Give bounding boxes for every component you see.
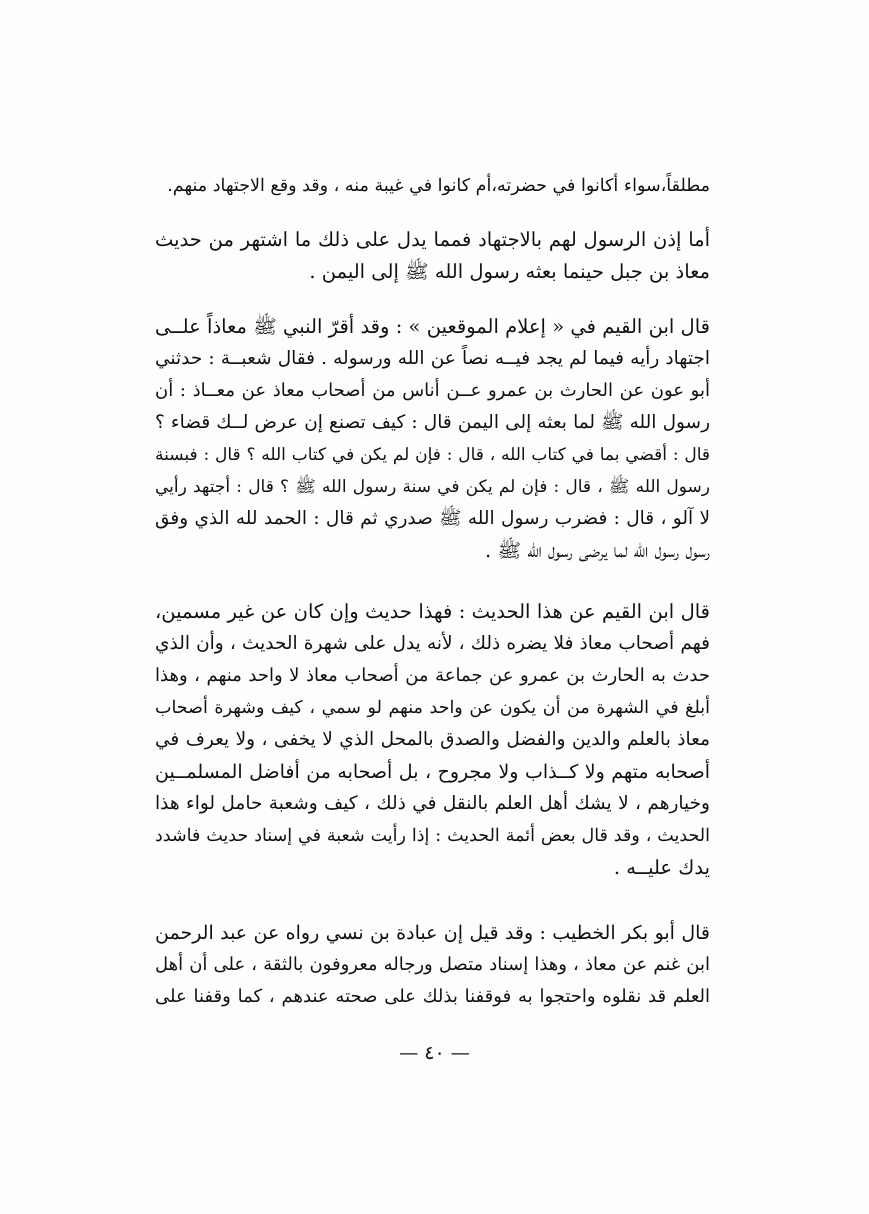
text-line: أما إذن الرسول لهم بالاجتهاد فمما يدل على ذلك ما اشتهر من حديث xyxy=(155,228,710,251)
text-line: قال أبو بكر الخطيب : وقد قيل إن عبادة بن نسي رواه عن عبد الرحمن xyxy=(155,922,710,944)
paragraph-2 xyxy=(155,224,710,288)
text-line: قال ابن القيم في « إعلام الموقعين » : وقد أقرّ النبي ﷺ معاذاً علــى xyxy=(155,315,710,338)
paragraph-1 xyxy=(155,170,710,202)
text-line: قال ابن القيم عن هذا الحديث : فهذا حديث وإن كان عن غير مسمين، xyxy=(155,600,710,623)
text-line: مطلقاً،سواء أكانوا في حضرته،أم كانوا في غيبة منه ، وقد وقع الاجتهاد منهم. xyxy=(167,176,710,196)
text-line: رسول الله ﷺ ، قال : فإن لم يكن في سنة رسول الله ﷺ ؟ قال : أجتهد رأيي xyxy=(155,477,710,497)
text-line: حدث به الحارث بن عمرو عن جماعة من أصحاب معاذ لا واحد منهم ، وهذا xyxy=(155,665,710,686)
text-line: رسول رسول الله لما يرضى رسول الله ﷺ . xyxy=(485,539,710,562)
text-line: يدك عليــه . xyxy=(613,856,710,879)
text-line: العلم قد نقلوه واحتجوا به فوقفنا بذلك على صحته عندهم ، كما وقفنا على xyxy=(155,986,710,1007)
text-line: أصحابه متهم ولا كــذاب ولا مجروح ، بل أصحابه من أفاضل المسلمــين xyxy=(155,761,710,783)
text-line: معاذ بن جبل حينما بعثه رسول الله ﷺ إلى اليمن . xyxy=(309,260,710,283)
text-line: اجتهاد رأيه فيما لم يجد فيــه نصاً عن الله ورسوله . فقال شعبــة : حدثني xyxy=(155,348,710,369)
paragraph-3 xyxy=(155,311,710,567)
text-line: أبلغ في الشهرة من أن يكون عن واحد منهم لو سمي ، كيف وشهرة أصحاب xyxy=(155,698,710,718)
text-line: قال : أقضي بما في كتاب الله ، قال : فإن لم يكن في كتاب الله ؟ قال : فبسنة xyxy=(155,445,710,465)
text-line: فهم أصحاب معاذ فلا يضره ذلك ، لأنه يدل على شهرة الحديث ، وأن الذي xyxy=(155,633,710,654)
text-line: ابن غنم عن معاذ ، وهذا إسناد متصل ورجاله معروفون بالثقة ، على أن أهل xyxy=(155,954,710,975)
text-line: معاذ بالعلم والدين والفضل والصدق بالمحل الذي لا يخفى ، ولا يعرف في xyxy=(155,729,710,750)
text-line: رسول الله ﷺ لما بعثه إلى اليمن قال : كيف تصنع إن عرض لــك قضاء ؟ xyxy=(155,412,710,433)
paragraph-4 xyxy=(155,596,710,884)
text-line: الحديث ، وقد قال بعض أئمة الحديث : إذا رأيت شعبة في إسناد حديث فاشدد xyxy=(155,826,710,846)
page-number: — ٤٠ — xyxy=(399,1042,470,1064)
text-line: وخيارهم ، لا يشك أهل العلم بالنقل في ذلك ، كيف وشعبة حامل لواء هذا xyxy=(155,793,710,814)
text-line: أبو عون عن الحارث بن عمرو عــن أناس من أصحاب معاذ عن معــاذ : أن xyxy=(155,380,710,401)
text-line: لا آلو ، قال : فضرب رسول الله ﷺ صدري ثم قال : الحمد لله الذي وفق xyxy=(155,508,710,529)
paragraph-5 xyxy=(155,917,710,1013)
